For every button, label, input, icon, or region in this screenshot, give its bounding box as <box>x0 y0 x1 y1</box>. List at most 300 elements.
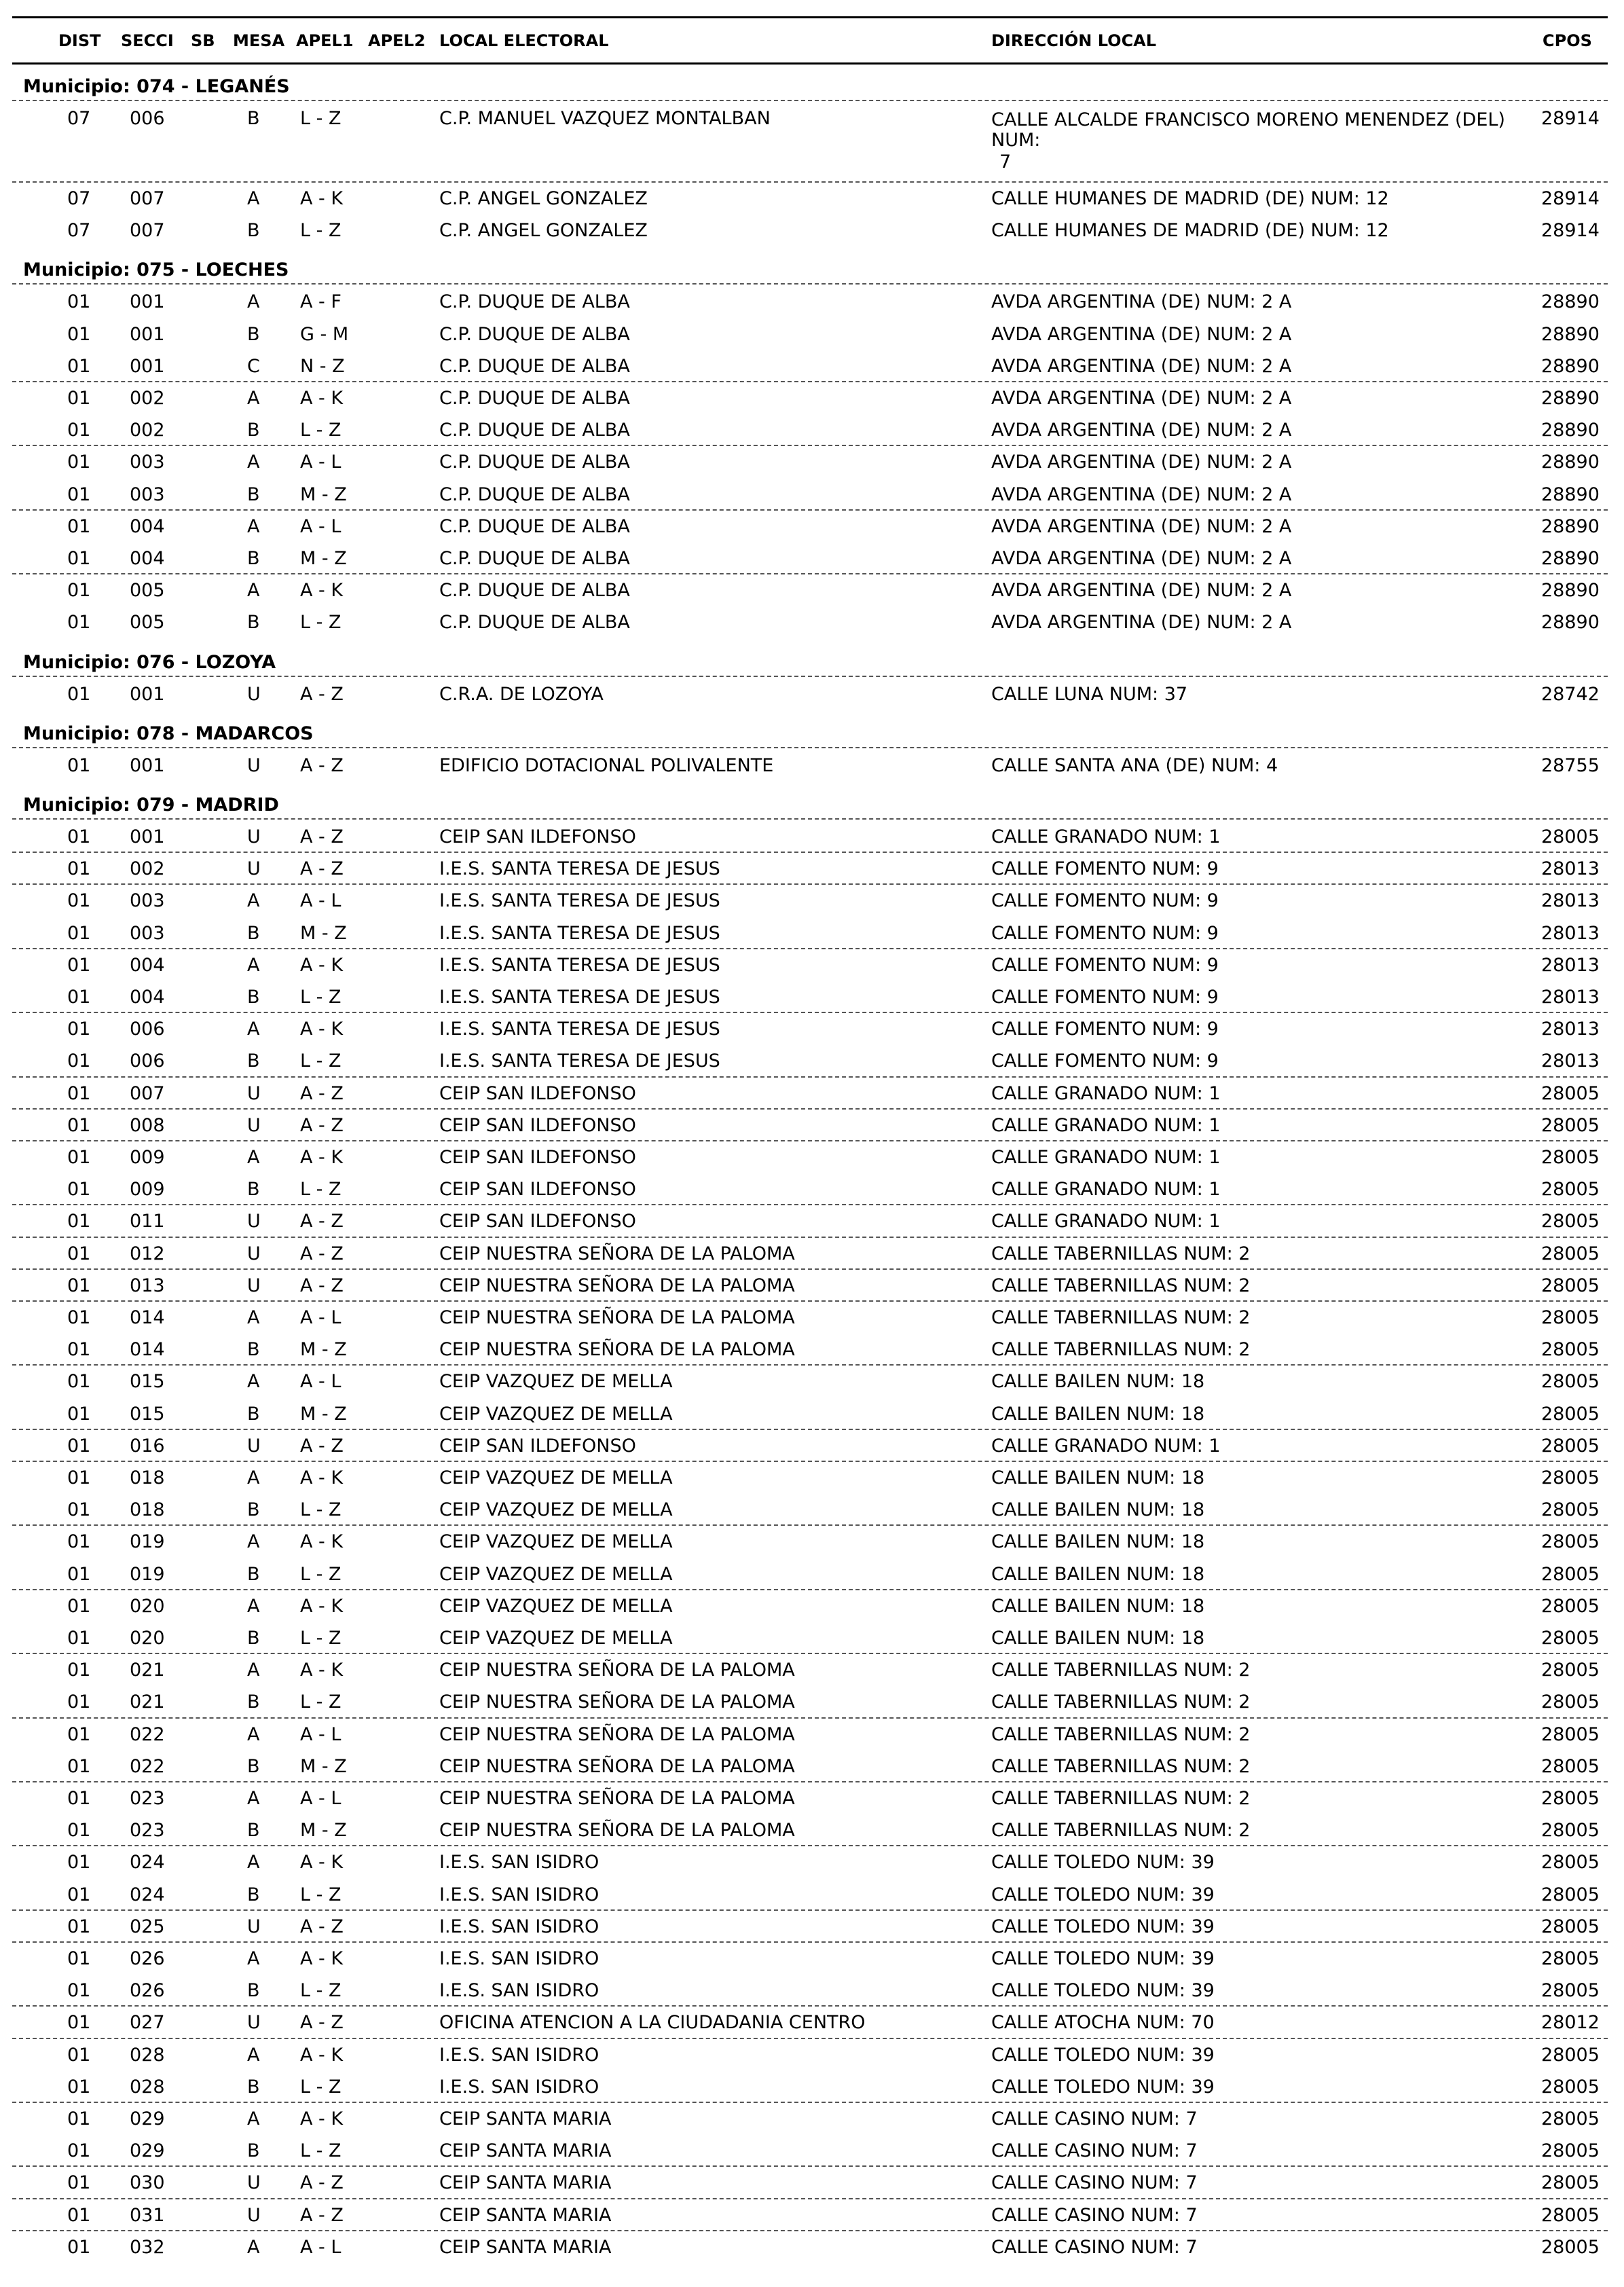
row-separator <box>12 1108 1608 1110</box>
cell-cpos: 28914 <box>1541 188 1600 209</box>
cell-direccion: CALLE SANTA ANA (DE) NUM: 4 <box>991 754 1278 776</box>
cell-dist: 01 <box>67 1243 91 1264</box>
cell-mesa: A <box>247 1467 260 1488</box>
row-separator <box>12 883 1608 885</box>
cell-cpos: 28890 <box>1541 580 1600 602</box>
cell-direccion: CALLE TABERNILLAS NUM: 2 <box>991 1660 1251 1681</box>
row-separator <box>12 747 1608 748</box>
cell-local-electoral: CEIP NUESTRA SEÑORA DE LA PALOMA <box>439 1691 795 1713</box>
cell-cpos: 28890 <box>1541 515 1600 537</box>
cell-direccion: AVDA ARGENTINA (DE) NUM: 2 A <box>991 548 1292 569</box>
cell-dist: 01 <box>67 683 91 705</box>
cell-apel1: N - Z <box>300 355 345 377</box>
row-separator <box>12 1268 1608 1270</box>
cell-apel1: A - K <box>300 188 344 209</box>
cell-local-electoral: I.E.S. SANTA TERESA DE JESUS <box>439 858 720 880</box>
cell-mesa: B <box>247 1980 260 2002</box>
cell-local-electoral: CEIP SAN ILDEFONSO <box>439 1147 636 1168</box>
cell-secci: 014 <box>130 1307 165 1328</box>
cell-cpos: 28005 <box>1541 2140 1600 2162</box>
cell-apel1: A - Z <box>300 1211 344 1232</box>
cell-direccion: CALLE BAILEN NUM: 18 <box>991 1628 1205 1649</box>
cell-dist: 01 <box>67 1563 91 1585</box>
row-separator <box>12 1461 1608 1462</box>
cell-apel1: A - L <box>300 515 342 537</box>
cell-local-electoral: I.E.S. SAN ISIDRO <box>439 2044 599 2066</box>
cell-cpos: 28005 <box>1541 1723 1600 1745</box>
cell-cpos: 28005 <box>1541 1147 1600 1168</box>
cell-dist: 01 <box>67 1628 91 1649</box>
cell-secci: 032 <box>130 2236 165 2258</box>
cell-apel1: A - L <box>300 1371 342 1393</box>
table-header <box>0 0 1624 61</box>
cell-dist: 01 <box>67 1852 91 1873</box>
cell-direccion: CALLE TABERNILLAS NUM: 2 <box>991 1339 1251 1361</box>
cell-direccion: AVDA ARGENTINA (DE) NUM: 2 A <box>991 452 1292 473</box>
cell-mesa: U <box>247 2172 261 2194</box>
cell-direccion: CALLE TOLEDO NUM: 39 <box>991 1980 1215 2002</box>
cell-direccion: CALLE CASINO NUM: 7 <box>991 2204 1198 2226</box>
cell-direccion: CALLE TABERNILLAS NUM: 2 <box>991 1723 1251 1745</box>
row-separator <box>12 2165 1608 2167</box>
col-header-apel1: APEL1 <box>296 31 354 50</box>
cell-secci: 026 <box>130 1980 165 2002</box>
cell-apel1: L - Z <box>300 108 342 129</box>
row-separator <box>12 573 1608 574</box>
cell-dist: 01 <box>67 754 91 776</box>
cell-secci: 014 <box>130 1339 165 1361</box>
cell-local-electoral: C.P. DUQUE DE ALBA <box>439 548 630 569</box>
cell-local-electoral: CEIP SANTA MARIA <box>439 2204 612 2226</box>
cell-direccion: CALLE HUMANES DE MADRID (DE) NUM: 12 <box>991 188 1389 209</box>
cell-dist: 01 <box>67 1435 91 1457</box>
cell-local-electoral: C.P. MANUEL VAZQUEZ MONTALBAN <box>439 108 771 129</box>
cell-secci: 008 <box>130 1114 165 1136</box>
cell-dist: 01 <box>67 1403 91 1425</box>
cell-dist: 01 <box>67 2172 91 2194</box>
cell-local-electoral: C.P. DUQUE DE ALBA <box>439 452 630 473</box>
cell-local-electoral: C.P. DUQUE DE ALBA <box>439 580 630 602</box>
cell-direccion-line3: 7 <box>999 151 1012 172</box>
cell-apel1: A - L <box>300 1723 342 1745</box>
cell-dist: 01 <box>67 1371 91 1393</box>
cell-cpos: 28005 <box>1541 1628 1600 1649</box>
cell-secci: 023 <box>130 1820 165 1842</box>
cell-dist: 07 <box>67 220 91 242</box>
cell-cpos: 28005 <box>1541 1691 1600 1713</box>
cell-direccion: CALLE FOMENTO NUM: 9 <box>991 1050 1219 1072</box>
cell-apel1: L - Z <box>300 1691 342 1713</box>
cell-direccion: CALLE TOLEDO NUM: 39 <box>991 1884 1215 1905</box>
cell-secci: 007 <box>130 188 165 209</box>
cell-mesa: B <box>247 548 260 569</box>
cell-mesa: B <box>247 1050 260 1072</box>
row-separator <box>12 1781 1608 1782</box>
cell-cpos: 28005 <box>1541 1948 1600 1969</box>
cell-apel1: A - K <box>300 1467 344 1488</box>
cell-cpos: 28890 <box>1541 323 1600 345</box>
cell-local-electoral: C.R.A. DE LOZOYA <box>439 683 604 705</box>
cell-secci: 001 <box>130 826 165 847</box>
cell-dist: 01 <box>67 890 91 912</box>
row-separator <box>12 181 1608 183</box>
cell-mesa: A <box>247 291 260 313</box>
cell-local-electoral: C.P. DUQUE DE ALBA <box>439 483 630 505</box>
cell-apel1: L - Z <box>300 612 342 634</box>
cell-apel1: A - K <box>300 1147 344 1168</box>
cell-local-electoral: I.E.S. SANTA TERESA DE JESUS <box>439 922 720 944</box>
cell-secci: 030 <box>130 2172 165 2194</box>
row-separator <box>12 1653 1608 1654</box>
cell-dist: 07 <box>67 188 91 209</box>
cell-secci: 001 <box>130 683 165 705</box>
cell-secci: 002 <box>130 858 165 880</box>
row-separator <box>12 1589 1608 1590</box>
cell-apel1: A - Z <box>300 683 344 705</box>
cell-secci: 021 <box>130 1691 165 1713</box>
cell-mesa: U <box>247 1082 261 1104</box>
cell-local-electoral: C.P. DUQUE DE ALBA <box>439 388 630 409</box>
cell-mesa: B <box>247 483 260 505</box>
cell-cpos: 28914 <box>1541 220 1600 242</box>
row-separator <box>12 1204 1608 1205</box>
cell-cpos: 28005 <box>1541 1531 1600 1553</box>
cell-apel1: A - K <box>300 388 344 409</box>
cell-direccion: CALLE GRANADO NUM: 1 <box>991 1114 1221 1136</box>
cell-mesa: U <box>247 826 261 847</box>
cell-dist: 01 <box>67 1147 91 1168</box>
cell-apel1: M - Z <box>300 1820 347 1842</box>
cell-apel1: A - L <box>300 890 342 912</box>
cell-secci: 015 <box>130 1371 165 1393</box>
cell-local-electoral: I.E.S. SANTA TERESA DE JESUS <box>439 1050 720 1072</box>
cell-secci: 012 <box>130 1243 165 1264</box>
cell-local-electoral: CEIP NUESTRA SEÑORA DE LA PALOMA <box>439 1820 795 1842</box>
cell-secci: 002 <box>130 388 165 409</box>
cell-secci: 003 <box>130 452 165 473</box>
row-separator <box>12 852 1608 853</box>
cell-apel1: M - Z <box>300 1403 347 1425</box>
cell-dist: 01 <box>67 355 91 377</box>
cell-direccion: CALLE TOLEDO NUM: 39 <box>991 2044 1215 2066</box>
municipio-heading: Municipio: 075 - LOECHES <box>23 259 289 281</box>
cell-apel1: L - Z <box>300 2076 342 2098</box>
cell-dist: 01 <box>67 452 91 473</box>
cell-dist: 01 <box>67 1980 91 2002</box>
cell-dist: 01 <box>67 1691 91 1713</box>
row-separator <box>12 509 1608 511</box>
cell-local-electoral: CEIP SAN ILDEFONSO <box>439 1114 636 1136</box>
cell-dist: 01 <box>67 1275 91 1296</box>
row-separator <box>12 283 1608 285</box>
cell-local-electoral: I.E.S. SAN ISIDRO <box>439 1980 599 2002</box>
cell-direccion: CALLE ALCALDE FRANCISCO MORENO MENENDEZ (DEL) <box>991 109 1505 130</box>
cell-dist: 01 <box>67 1531 91 1553</box>
cell-dist: 01 <box>67 515 91 537</box>
cell-local-electoral: CEIP VAZQUEZ DE MELLA <box>439 1467 673 1488</box>
cell-cpos: 28012 <box>1541 2012 1600 2034</box>
cell-dist: 01 <box>67 1595 91 1617</box>
cell-cpos: 28005 <box>1541 1371 1600 1393</box>
cell-secci: 024 <box>130 1884 165 1905</box>
cell-local-electoral: CEIP NUESTRA SEÑORA DE LA PALOMA <box>439 1339 795 1361</box>
cell-secci: 028 <box>130 2044 165 2066</box>
cell-local-electoral: I.E.S. SANTA TERESA DE JESUS <box>439 1019 720 1040</box>
cell-dist: 01 <box>67 1755 91 1777</box>
cell-apel1: A - Z <box>300 754 344 776</box>
cell-direccion: AVDA ARGENTINA (DE) NUM: 2 A <box>991 420 1292 441</box>
cell-mesa: B <box>247 1403 260 1425</box>
cell-secci: 001 <box>130 355 165 377</box>
cell-dist: 01 <box>67 1723 91 1745</box>
col-header-apel2: APEL2 <box>368 31 426 50</box>
cell-cpos: 28005 <box>1541 1403 1600 1425</box>
cell-mesa: U <box>247 1243 261 1264</box>
cell-dist: 01 <box>67 922 91 944</box>
cell-apel1: A - L <box>300 1307 342 1328</box>
cell-dist: 01 <box>67 388 91 409</box>
cell-secci: 002 <box>130 420 165 441</box>
cell-cpos: 28005 <box>1541 2172 1600 2194</box>
cell-secci: 004 <box>130 987 165 1008</box>
cell-dist: 01 <box>67 954 91 976</box>
cell-secci: 015 <box>130 1403 165 1425</box>
cell-dist: 01 <box>67 612 91 634</box>
cell-direccion: CALLE TABERNILLAS NUM: 2 <box>991 1275 1251 1296</box>
cell-dist: 01 <box>67 580 91 602</box>
cell-mesa: A <box>247 954 260 976</box>
cell-dist: 07 <box>67 108 91 129</box>
cell-direccion: CALLE TOLEDO NUM: 39 <box>991 1852 1215 1873</box>
cell-cpos: 28005 <box>1541 1820 1600 1842</box>
cell-mesa: U <box>247 2012 261 2034</box>
col-header-secci: SECCI <box>121 31 174 50</box>
cell-dist: 01 <box>67 1948 91 1969</box>
cell-local-electoral: CEIP NUESTRA SEÑORA DE LA PALOMA <box>439 1307 795 1328</box>
cell-secci: 028 <box>130 2076 165 2098</box>
cell-direccion: AVDA ARGENTINA (DE) NUM: 2 A <box>991 515 1292 537</box>
cell-direccion: CALLE GRANADO NUM: 1 <box>991 1179 1221 1201</box>
cell-apel1: A - K <box>300 580 344 602</box>
header-bottom-rule <box>12 62 1608 65</box>
row-separator <box>12 2005 1608 2007</box>
cell-direccion: CALLE GRANADO NUM: 1 <box>991 1082 1221 1104</box>
cell-secci: 020 <box>130 1628 165 1649</box>
cell-apel1: L - Z <box>300 2140 342 2162</box>
cell-local-electoral: CEIP NUESTRA SEÑORA DE LA PALOMA <box>439 1660 795 1681</box>
cell-mesa: U <box>247 1275 261 1296</box>
row-separator <box>12 2198 1608 2199</box>
cell-apel1: L - Z <box>300 420 342 441</box>
row-separator <box>12 445 1608 446</box>
cell-dist: 01 <box>67 987 91 1008</box>
cell-apel1: A - F <box>300 291 342 313</box>
row-separator <box>12 1429 1608 1430</box>
cell-cpos: 28005 <box>1541 1435 1600 1457</box>
cell-secci: 004 <box>130 954 165 976</box>
cell-direccion: CALLE TABERNILLAS NUM: 2 <box>991 1755 1251 1777</box>
cell-cpos: 28890 <box>1541 291 1600 313</box>
cell-apel1: A - Z <box>300 1275 344 1296</box>
cell-direccion: CALLE TABERNILLAS NUM: 2 <box>991 1788 1251 1809</box>
cell-apel1: A - L <box>300 452 342 473</box>
cell-dist: 01 <box>67 1788 91 1809</box>
cell-mesa: U <box>247 683 261 705</box>
cell-secci: 006 <box>130 1019 165 1040</box>
cell-cpos: 28005 <box>1541 1884 1600 1905</box>
cell-direccion: CALLE TABERNILLAS NUM: 2 <box>991 1307 1251 1328</box>
cell-direccion: AVDA ARGENTINA (DE) NUM: 2 A <box>991 388 1292 409</box>
cell-local-electoral: CEIP SANTA MARIA <box>439 2140 612 2162</box>
cell-mesa: B <box>247 108 260 129</box>
row-separator <box>12 381 1608 382</box>
cell-dist: 01 <box>67 1179 91 1201</box>
cell-apel1: M - Z <box>300 1339 347 1361</box>
cell-secci: 021 <box>130 1660 165 1681</box>
cell-local-electoral: OFICINA ATENCION A LA CIUDADANIA CENTRO <box>439 2012 866 2034</box>
cell-dist: 01 <box>67 1884 91 1905</box>
cell-secci: 007 <box>130 1082 165 1104</box>
cell-direccion: CALLE FOMENTO NUM: 9 <box>991 890 1219 912</box>
cell-local-electoral: CEIP VAZQUEZ DE MELLA <box>439 1371 673 1393</box>
cell-secci: 031 <box>130 2204 165 2226</box>
cell-apel1: A - K <box>300 1595 344 1617</box>
cell-dist: 01 <box>67 2012 91 2034</box>
cell-apel1: L - Z <box>300 1884 342 1905</box>
cell-apel1: A - Z <box>300 2204 344 2226</box>
cell-cpos: 28005 <box>1541 826 1600 847</box>
cell-apel1: A - K <box>300 1660 344 1681</box>
cell-local-electoral: CEIP VAZQUEZ DE MELLA <box>439 1403 673 1425</box>
cell-cpos: 28005 <box>1541 1660 1600 1681</box>
cell-secci: 006 <box>130 1050 165 1072</box>
cell-local-electoral: CEIP NUESTRA SEÑORA DE LA PALOMA <box>439 1755 795 1777</box>
cell-apel1: A - Z <box>300 1243 344 1264</box>
cell-mesa: B <box>247 612 260 634</box>
cell-apel1: A - K <box>300 954 344 976</box>
cell-mesa: U <box>247 858 261 880</box>
col-header-cpos: CPOS <box>1543 31 1592 50</box>
cell-mesa: B <box>247 1691 260 1713</box>
cell-dist: 01 <box>67 1114 91 1136</box>
cell-apel1: L - Z <box>300 987 342 1008</box>
row-separator <box>12 1237 1608 1238</box>
cell-mesa: A <box>247 580 260 602</box>
cell-local-electoral: CEIP VAZQUEZ DE MELLA <box>439 1499 673 1521</box>
cell-apel1: A - K <box>300 2108 344 2129</box>
cell-apel1: M - Z <box>300 1755 347 1777</box>
cell-direccion: CALLE TABERNILLAS NUM: 2 <box>991 1820 1251 1842</box>
cell-local-electoral: C.P. ANGEL GONZALEZ <box>439 220 648 242</box>
cell-mesa: A <box>247 1531 260 1553</box>
cell-mesa: U <box>247 1435 261 1457</box>
cell-cpos: 28005 <box>1541 1275 1600 1296</box>
cell-secci: 019 <box>130 1563 165 1585</box>
cell-local-electoral: C.P. DUQUE DE ALBA <box>439 515 630 537</box>
cell-apel1: L - Z <box>300 1179 342 1201</box>
cell-cpos: 28005 <box>1541 1211 1600 1232</box>
cell-direccion: AVDA ARGENTINA (DE) NUM: 2 A <box>991 355 1292 377</box>
cell-secci: 006 <box>130 108 165 129</box>
cell-secci: 005 <box>130 612 165 634</box>
cell-dist: 01 <box>67 1082 91 1104</box>
cell-mesa: A <box>247 2236 260 2258</box>
cell-mesa: A <box>247 1307 260 1328</box>
cell-dist: 01 <box>67 483 91 505</box>
cell-dist: 01 <box>67 1499 91 1521</box>
cell-direccion: CALLE FOMENTO NUM: 9 <box>991 954 1219 976</box>
row-separator <box>12 1076 1608 1078</box>
cell-local-electoral: CEIP VAZQUEZ DE MELLA <box>439 1563 673 1585</box>
cell-mesa: B <box>247 420 260 441</box>
cell-dist: 01 <box>67 1211 91 1232</box>
cell-secci: 016 <box>130 1435 165 1457</box>
cell-mesa: U <box>247 2204 261 2226</box>
cell-secci: 005 <box>130 580 165 602</box>
col-header-mesa: MESA <box>233 31 285 50</box>
cell-local-electoral: I.E.S. SAN ISIDRO <box>439 1884 599 1905</box>
cell-mesa: B <box>247 323 260 345</box>
cell-secci: 027 <box>130 2012 165 2034</box>
col-header-sb: SB <box>191 31 215 50</box>
cell-direccion-line2: NUM: <box>991 130 1041 151</box>
cell-mesa: B <box>247 1499 260 1521</box>
cell-secci: 022 <box>130 1755 165 1777</box>
cell-apel1: L - Z <box>300 1563 342 1585</box>
cell-apel1: A - Z <box>300 826 344 847</box>
cell-dist: 01 <box>67 826 91 847</box>
row-separator <box>12 2230 1608 2231</box>
cell-cpos: 28013 <box>1541 890 1600 912</box>
cell-apel1: A - L <box>300 1788 342 1809</box>
cell-local-electoral: I.E.S. SANTA TERESA DE JESUS <box>439 987 720 1008</box>
cell-cpos: 28890 <box>1541 388 1600 409</box>
cell-mesa: B <box>247 2076 260 2098</box>
cell-cpos: 28890 <box>1541 483 1600 505</box>
cell-apel1: L - Z <box>300 220 342 242</box>
cell-mesa: U <box>247 1916 261 1937</box>
cell-apel1: L - Z <box>300 1628 342 1649</box>
cell-mesa: A <box>247 1723 260 1745</box>
cell-direccion: CALLE TOLEDO NUM: 39 <box>991 1948 1215 1969</box>
cell-secci: 019 <box>130 1531 165 1553</box>
row-separator <box>12 1717 1608 1719</box>
cell-cpos: 28005 <box>1541 1916 1600 1937</box>
cell-direccion: CALLE GRANADO NUM: 1 <box>991 1211 1221 1232</box>
cell-secci: 026 <box>130 1948 165 1969</box>
cell-secci: 025 <box>130 1916 165 1937</box>
cell-mesa: A <box>247 1852 260 1873</box>
cell-apel1: A - Z <box>300 2172 344 2194</box>
cell-mesa: A <box>247 1595 260 1617</box>
cell-dist: 01 <box>67 1307 91 1328</box>
cell-cpos: 28005 <box>1541 2108 1600 2129</box>
cell-mesa: A <box>247 2108 260 2129</box>
cell-apel1: M - Z <box>300 922 347 944</box>
cell-local-electoral: CEIP SANTA MARIA <box>439 2236 612 2258</box>
cell-direccion: CALLE FOMENTO NUM: 9 <box>991 1019 1219 1040</box>
col-header-dist: DIST <box>58 31 101 50</box>
cell-apel1: M - Z <box>300 483 347 505</box>
cell-direccion: CALLE TABERNILLAS NUM: 2 <box>991 1691 1251 1713</box>
cell-cpos: 28005 <box>1541 2204 1600 2226</box>
cell-cpos: 28005 <box>1541 1467 1600 1488</box>
cell-secci: 001 <box>130 291 165 313</box>
cell-mesa: B <box>247 1339 260 1361</box>
cell-direccion: CALLE FOMENTO NUM: 9 <box>991 987 1219 1008</box>
cell-direccion: AVDA ARGENTINA (DE) NUM: 2 A <box>991 612 1292 634</box>
cell-apel1: A - Z <box>300 1435 344 1457</box>
